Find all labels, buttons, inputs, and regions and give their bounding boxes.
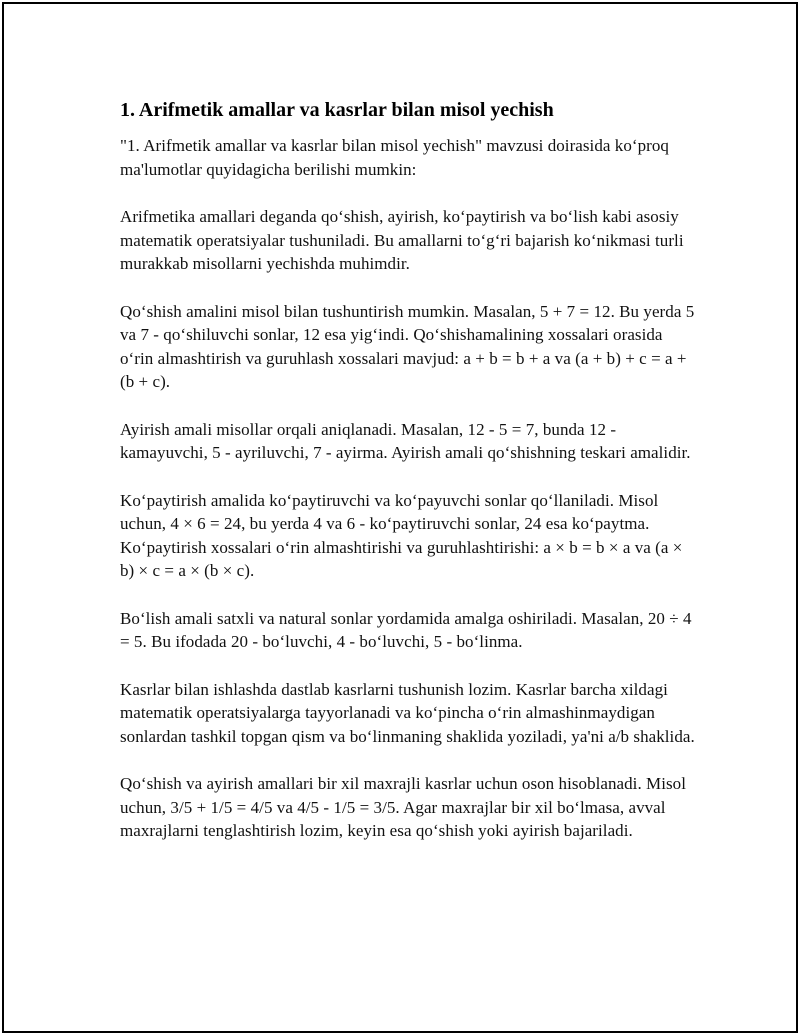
document-body [120, 98, 695, 843]
paragraph-subtraction: Ayirish amali misollar orqali aniqlanadi. Masalan, 12 - 5 = 7, bunda 12 - kamayuvchi, 5 - ayriluvchi, 7 - ayirma. Ayirish amali qo‘shishning teskari amalidir. [120, 419, 691, 462]
paragraph-addition: Qo‘shish amalini misol bilan tushuntirish mumkin. Masalan, 5 + 7 = 12. Bu yerda 5 va 7 - qo‘shiluvchi sonlar, 12 esa yig‘indi. Qo‘shishamalining xossalari orasida o‘rin almashtirish va guruhlash xossalari mavjud: a + b = b + a va (a + b) + c = a + (b + c). [120, 301, 695, 391]
paragraph-division: Bo‘lish amali satxli va natural sonlar yordamida amalga oshiriladi. Masalan, 20 ÷ 4 = 5. Bu ifodada 20 - bo‘luvchi, 4 - bo‘luvchi, 5 - bo‘linma. [120, 608, 692, 651]
document-title: 1. Arifmetik amallar va kasrlar bilan misol yechish [120, 99, 554, 121]
paragraph-fraction-operations: Qo‘shish va ayirish amallari bir xil maxrajli kasrlar uchun oson hisoblanadi. Misol uchun, 3/5 + 1/5 = 4/5 va 4/5 - 1/5 = 3/5. Agar maxrajlar bir xil bo‘lmasa, avval maxrajlarni tenglashtirish lozim, keyin esa qo‘shish yoki ayirish bajariladi. [120, 774, 686, 840]
paragraph-fractions: Kasrlar bilan ishlashda dastlab kasrlarni tushunish lozim. Kasrlar barcha xildagi matematik operatsiyalarga tayyorlanadi va ko‘pincha o‘rin almashinmaydigan sonlardan tashkil topgan qism va bo‘linmaning shaklida yoziladi, ya'ni a/b shaklida. [120, 679, 695, 746]
page-frame [2, 2, 798, 1033]
paragraph-arithmetic-operations: Arifmetika amallari deganda qo‘shish, ayirish, ko‘paytirish va bo‘lish kabi asosiy matematik operatsiyalar tushuniladi. Bu amallarni to‘g‘ri bajarish ko‘nikmasi turli murakkab misollarni yechishda muhimdir. [120, 207, 684, 273]
paragraph-intro: "1. Arifmetik amallar va kasrlar bilan misol yechish" mavzusi doirasida ko‘proq ma'lumotlar quyidagicha berilishi mumkin: [120, 136, 669, 179]
paragraph-multiplication: Ko‘paytirish amalida ko‘paytiruvchi va ko‘payuvchi sonlar qo‘llaniladi. Misol uchun, 4 × 6 = 24, bu yerda 4 va 6 - ko‘paytiruvchi sonlar, 24 esa ko‘paytma. Ko‘paytirish xossalari o‘rin almashtirishi va guruhlashtirishi: a × b = b × a va (a × b) × c = a × (b × c). [120, 490, 683, 580]
